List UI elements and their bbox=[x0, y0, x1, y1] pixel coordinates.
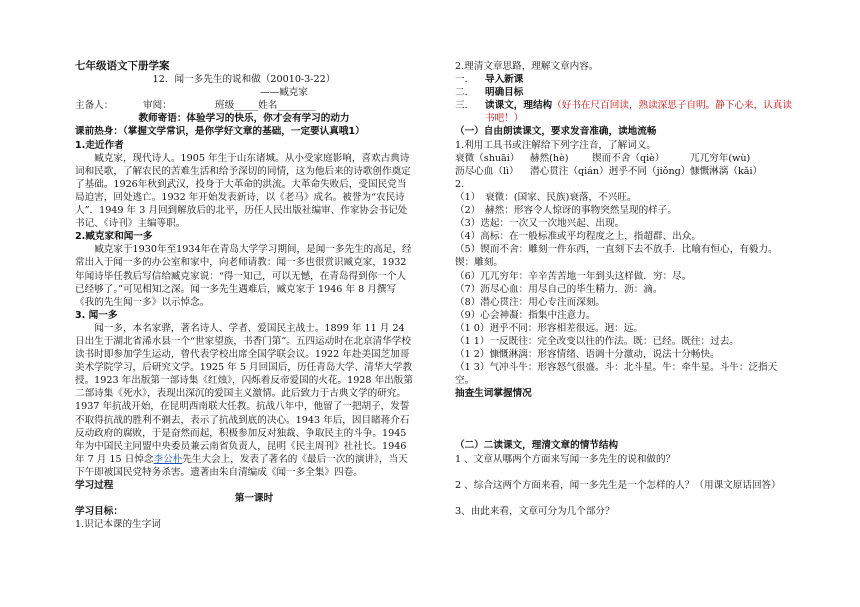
pinyin-instruction: 1.利用工具书或注解给下列字注音，了解词义。 bbox=[455, 139, 657, 151]
answer-space[interactable] bbox=[455, 466, 795, 479]
pinyin-item: 赫然(hè) bbox=[530, 152, 569, 164]
learning-goals-title: 学习目标： bbox=[75, 506, 123, 518]
step-3 bbox=[455, 99, 795, 125]
step-3-note: （好书在尺百回读，熟读深思子自明。静下心来，认真读书吧！） bbox=[485, 100, 792, 125]
definition-item: （7）沥尽心血：用尽自己的毕生精力．沥：滴。 bbox=[455, 283, 663, 295]
pinyin-item: 衰微（shuāi） bbox=[455, 152, 520, 164]
definition-item: （8）潜心贯注：用心专注而深刻。 bbox=[455, 296, 606, 308]
teacher-motto: 教师寄语：体验学习的快乐，你才会有学习的动力 bbox=[138, 113, 350, 125]
step-1-num: 一． bbox=[455, 74, 475, 86]
answer-space[interactable] bbox=[455, 426, 795, 439]
sub-section-2-title: （二）二读课文，理清文章的情节结构 bbox=[455, 440, 619, 452]
worksheet-title: 七年级语文下册学案 bbox=[75, 60, 170, 72]
pinyin-item: 兀兀穷年(wù) bbox=[690, 152, 751, 164]
li-gongpu-link[interactable]: 李公朴 bbox=[153, 453, 183, 465]
question-1: 1 、文章从哪两个方面来写闻一多先生的说和做的？ bbox=[455, 453, 676, 465]
step-2-num: 二． bbox=[455, 87, 475, 99]
prep-author-label: 主备人： bbox=[75, 100, 114, 112]
definition-item: （2） 赫然：形容令人惊讶的事物突然呈现的样子。 bbox=[455, 205, 677, 217]
definition-item: （6）兀兀穷年：辛辛苦苦地一年到头这样做．穷：尽。 bbox=[455, 270, 692, 282]
section-wenyiduo-title: 3. 闻一多 bbox=[75, 309, 118, 321]
step-3-num: 三． bbox=[455, 100, 475, 112]
definitions-num: 2. bbox=[455, 178, 465, 190]
pinyin-item: 沥尽心血（lì） bbox=[455, 165, 519, 177]
goal-2: 2.理清文章思路，理解文章内容。 bbox=[455, 61, 599, 72]
question-2: 2 、综合这两个方面来看，闻一多先生是一个怎样的人？（用课文原话回答） bbox=[455, 479, 781, 491]
step-1 bbox=[455, 73, 795, 86]
definition-item: （4）高标：在一般标准或平均程度之上，指超群、出众。 bbox=[455, 231, 701, 243]
definition-item: （5）锲而不舍：雕刻一件东西，一直刻下去不放手．比喻有恒心，有毅力。锲：雕刻。 bbox=[455, 244, 778, 269]
pinyin-item: 锲而不舍（qiè） bbox=[592, 152, 665, 164]
right-column bbox=[455, 60, 795, 518]
reviewer-label: 审阅： bbox=[143, 100, 172, 112]
answer-space[interactable] bbox=[455, 400, 795, 426]
learning-process-title: 学习过程 bbox=[75, 480, 114, 491]
step-3-label: 读课文，理结构 bbox=[485, 100, 553, 112]
definition-item: （1） 衰微：(国家、民族)衰落，不兴旺。 bbox=[455, 191, 637, 203]
definition-item: （1 1）一反既往：完全改变以往的作法。既：已经。既往：过去。 bbox=[455, 335, 739, 347]
definition-item: （1 3）气冲斗牛：形容怒气很盛。斗：北斗星。牛：牵牛星。斗牛：泛指天空。 bbox=[455, 362, 778, 387]
section-wenyiduo-text bbox=[75, 322, 413, 479]
answer-space[interactable] bbox=[455, 492, 795, 505]
pre-class-title: 课前热身：（掌握文学常识，是你学好文章的基础，一定要认真哦1） bbox=[75, 126, 365, 138]
definition-item: （3）迭起：一次又一次地兴起、出现。 bbox=[455, 218, 625, 230]
class-name-field[interactable]: 班级_____姓名________ bbox=[215, 100, 316, 112]
pinyin-item: 潜心贯注（qián）迥乎不同（jiǒng） bbox=[530, 165, 691, 177]
step-2-label: 明确目标 bbox=[485, 87, 524, 99]
step-2 bbox=[455, 86, 795, 99]
definition-item: （1 0）迥乎不同：形容相差很远。迥：远。 bbox=[455, 322, 643, 334]
prep-row bbox=[75, 99, 413, 112]
definition-item: （1 2）慷慨淋漓：形容情绪、语调十分激动，说法十分畅快。 bbox=[455, 349, 720, 361]
section-author-text: 臧克家，现代诗人。1905 年生于山东诸城。从小受家庭影响，喜欢古典诗词和民歌，了解农民的苦难生活和给予深切的同情，这为他后来的诗歌创作奠定了基础。1926年秋到武汉，投身于大革命的洪流。大革命失败后，受国民党当局迫害，回处逃亡。1932 年开始发表新诗，以《老马》成名。被誉为“农民诗人”．1949 年 3 月回到解放后的北平，历任人民出版社编审、作家协会书记处书记、《诗刊》主编等职。 bbox=[75, 152, 411, 230]
sub-section-1-title: （一）自由朗读课文，要求发音准确，读地流畅 bbox=[455, 126, 657, 138]
section-author-title: 1.走近作者 bbox=[75, 139, 124, 151]
author-line: ——臧克家 bbox=[260, 87, 308, 99]
definition-item: （9）心会神凝：指集中注意力。 bbox=[455, 309, 596, 321]
pinyin-item: 慷慨淋漓（kǎi） bbox=[690, 165, 763, 177]
vocab-check-title: 抽查生词掌握情况 bbox=[455, 388, 532, 400]
section-relation-text: 臧克家于1930年至1934年在青岛大学学习期间，是闻一多先生的高足，经常出入于闻一多的办公室和家中，向老师请教：闻一多也很赏识臧克家，1932 年闻诗毕任教后写信给臧克家说：“得一知己，可以无憾，在青岛得到你一个人已经够了。”可见相知之深。闻一多先生遇难后，臧克家于 1946 年 8 月撰写《我的先生闻一多》以示悼念。 bbox=[75, 244, 412, 308]
wenyiduo-text-b: 先生大会上，发表了著名的《最后一次的演讲》，当天下午即被国民党特务杀害。遗著由朱自清编成《闻一多全集》四卷。 bbox=[75, 453, 408, 478]
left-column bbox=[75, 60, 413, 531]
pinyin-row-1 bbox=[455, 152, 795, 165]
pinyin-row-2 bbox=[455, 165, 795, 178]
wenyiduo-text-a: 闻一多，本名家骅，著名诗人、学者、爱国民主战士。1899 年 11 月 24 日出生于湖北省浠水县一个“世家望族，书香门第”。五四运动时在北京清华学校读书时即参加学生运动，曾代表学校出席全国学联会议。1922 年赴美国芝加哥美术学院学习，后研究文学。1925 年 5 月回国后，历任青岛大学、清华大学教授。1923 年出版第一部诗集《红烛》，闪烁着反帝爱国的火花。1928 年出版第二部诗集《死水》，表现出深沉的爱国主义激情。此后致力于古典文学的研究。1937 年抗战开始，在昆明西南联大任教。抗战八年中，他留了一把胡子，发誓不取得抗战的胜利不剃去，表示了抗战到底的决心。1943 年后，因目睹蒋介石反动政府的腐败，于是奋然而起，积极参加反对独裁、争取民主的斗争。1945 年为中国民主同盟中央委员兼云南省负责人，昆明《民主周刊》社社长。1946 年 7 月 15 日悼念 bbox=[75, 322, 413, 465]
goal-1: 1.识记本课的生字词 bbox=[75, 519, 161, 531]
section-relation-title: 2.臧克家和闻一多 bbox=[75, 231, 153, 243]
first-lesson-title: 第一课时 bbox=[234, 493, 274, 505]
question-3: 3、由此来看，文章可分为几个部分？ bbox=[455, 505, 615, 517]
lesson-title: 12．闻一多先生的说和做（20010-3-22） bbox=[152, 74, 336, 86]
step-1-label: 导入新课 bbox=[485, 74, 524, 86]
